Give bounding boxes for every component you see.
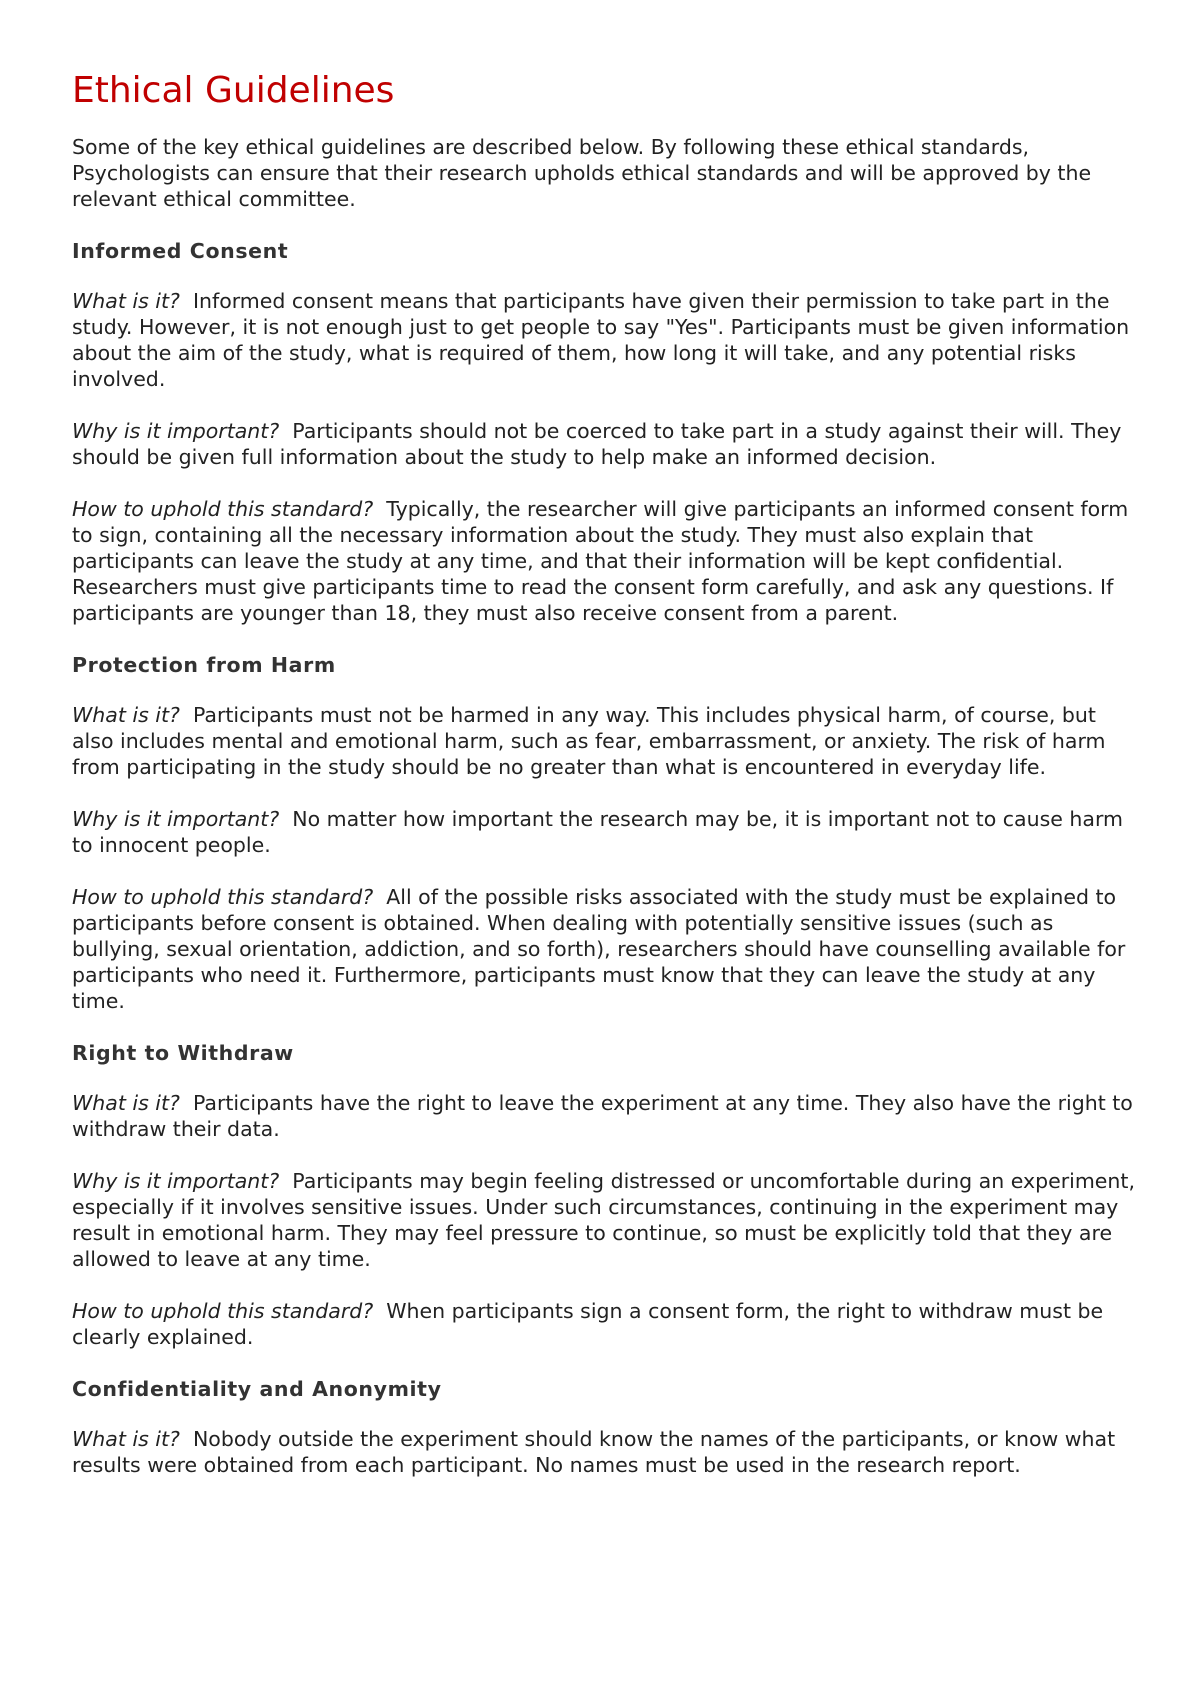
answer-text: Participants have the right to leave the experiment at any time. They also have the right to withdraw their data. (72, 1091, 1133, 1141)
how-paragraph (72, 1298, 1140, 1350)
answer-text: No matter how important the research may be, it is important not to cause harm to innocent people. (72, 807, 1123, 857)
what-paragraph (72, 1426, 1140, 1478)
answer-text: Participants should not be coerced to take part in a study against their will. They should be given full information about the study to help make an informed decision. (72, 419, 1122, 469)
answer-text: Nobody outside the experiment should know the names of the participants, or know what results were obtained from each participant. No names must be used in the research report. (72, 1427, 1116, 1477)
answer-text: Participants may begin feeling distressed or uncomfortable during an experiment, especially if it involves sensitive issues. Under such circumstances, continuing in the experiment may result in emotional harm. They may feel pressure to continue, so must be explicitly told that they are allowed to leave at any time. (72, 1169, 1135, 1271)
question-label: What is it? (72, 1427, 180, 1451)
section-heading-confidentiality-and-anonymity: Confidentiality and Anonymity (72, 1377, 442, 1401)
question-label: Why is it important? (72, 807, 280, 831)
answer-text: Typically, the researcher will give participants an informed consent form to sign, containing all the necessary information about the study. They must also explain that participants can leave the study at any time, and that their information will be kept confidential. Researchers must give participants time to read the consent form carefully, and ask any questions. If participants are younger than 18, they must also receive consent from a parent. (72, 497, 1129, 625)
answer-text: When participants sign a consent form, the right to withdraw must be clearly explained. (72, 1299, 1104, 1349)
section-heading-right-to-withdraw: Right to Withdraw (72, 1041, 294, 1065)
why-paragraph (72, 418, 1140, 470)
document-page (72, 68, 1140, 1504)
answer-text: All of the possible risks associated with the study must be explained to participants before consent is obtained. When dealing with potentially sensitive issues (such as bullying, sexual orientation, addiction, and so forth), researchers should have counselling available for participants who need it. Furthermore, participants must know that they can leave the study at any time. (72, 885, 1126, 1013)
what-paragraph (72, 288, 1140, 392)
question-label: What is it? (72, 703, 180, 727)
question-label: What is it? (72, 289, 180, 313)
question-label: How to uphold this standard? (72, 497, 374, 521)
what-paragraph (72, 702, 1140, 780)
question-label: How to uphold this standard? (72, 885, 374, 909)
how-paragraph (72, 496, 1140, 626)
answer-text: Informed consent means that participants have given their permission to take part in the study. However, it is not enough just to get people to say "Yes". Participants must be given information about the aim of the study, what is required of them, how long it will take, and any potential risks involved. (72, 289, 1130, 391)
question-label: How to uphold this standard? (72, 1299, 374, 1323)
question-label: What is it? (72, 1091, 180, 1115)
how-paragraph (72, 884, 1140, 1014)
what-paragraph (72, 1090, 1140, 1142)
why-paragraph (72, 806, 1140, 858)
question-label: Why is it important? (72, 1169, 280, 1193)
intro-paragraph: Some of the key ethical guidelines are described below. By following these ethical standards, Psychologists can ensure that their research upholds ethical standards and will be approved by the relevant ethical committee. (72, 135, 1092, 211)
section-heading-informed-consent: Informed Consent (72, 239, 289, 263)
why-paragraph (72, 1168, 1140, 1272)
page-title: Ethical Guidelines (72, 70, 395, 111)
question-label: Why is it important? (72, 419, 280, 443)
answer-text: Participants must not be harmed in any way. This includes physical harm, of course, but also includes mental and emotional harm, such as fear, embarrassment, or anxiety. The risk of harm from participating in the study should be no greater than what is encountered in everyday life. (72, 703, 1106, 779)
section-heading-protection-from-harm: Protection from Harm (72, 653, 336, 677)
